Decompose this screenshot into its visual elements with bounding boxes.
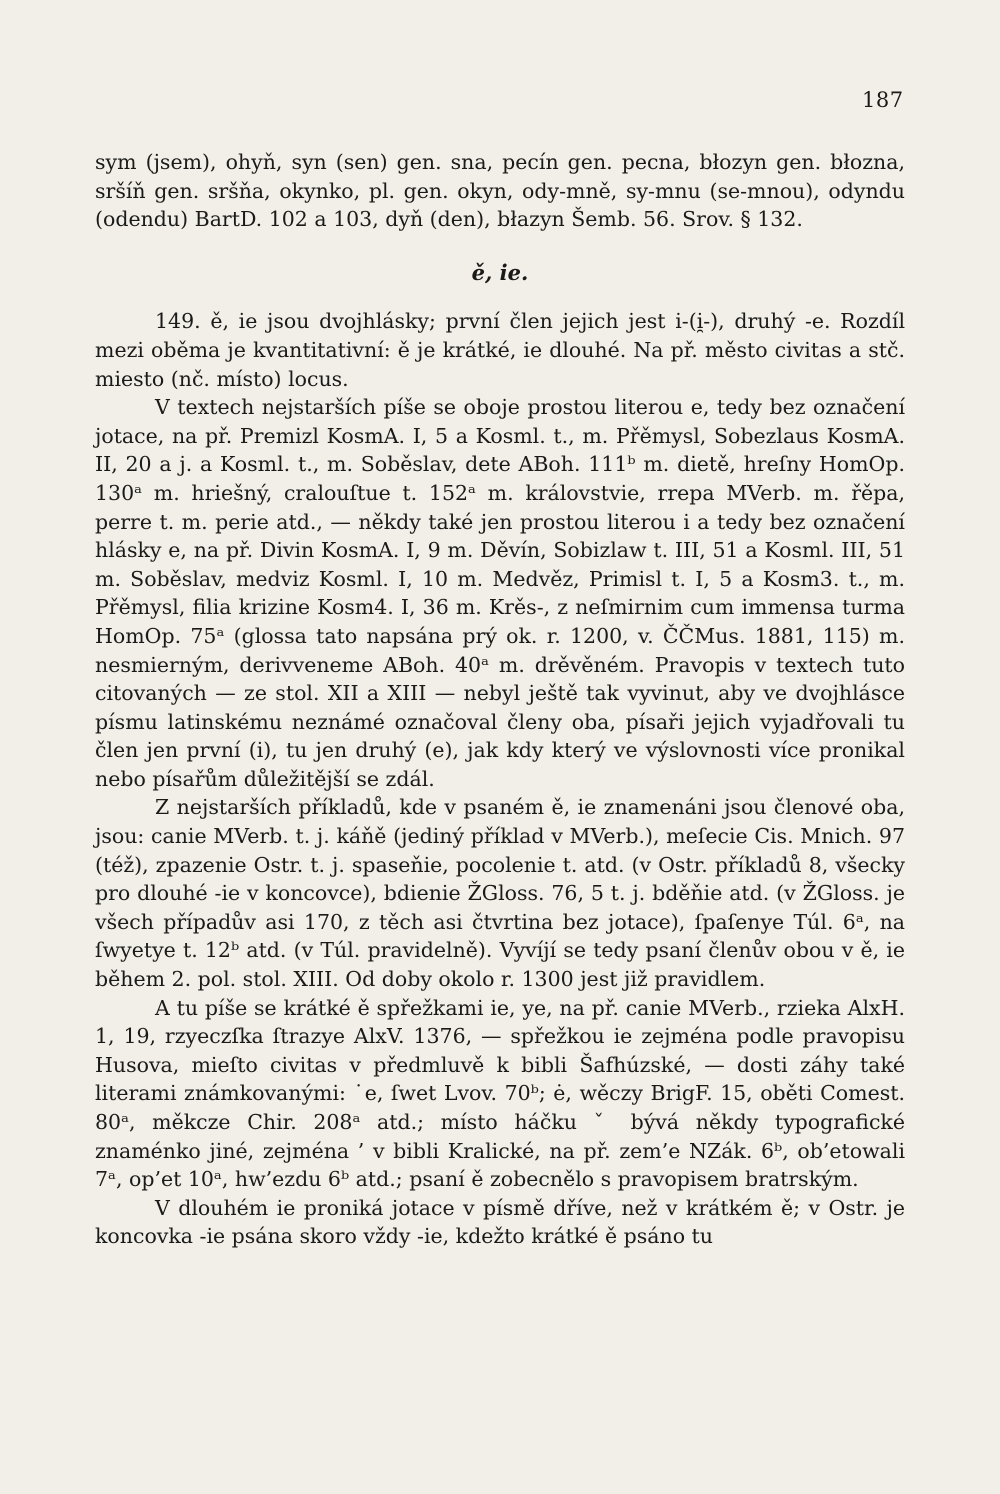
paragraph-5: A tu píše se krátké ě spřežkami ie, ye, na př. canie MVerb., rzieka AlxH. 1, 19, rzyeczſka ſtrazye AlxV. 1376, — spřežkou ie zejména podle pravopisu Husova, mieſto civitas v předmluvě k bibli Šafhúzské, — dosti záhy také literami známkovanými: ˙e, ſwet Lvov. 70ᵇ; ė, wěczy BrigF. 15, oběti Comest. 80ᵃ, měkcze Chir. 208ᵃ atd.; místo háčku ˇ bývá někdy typografické znaménko jiné, zejména ’ v bibli Kralické, na př. zem’e NZák. 6ᵇ, ob’etowali 7ᵃ, op’et 10ᵃ, hw’ezdu 6ᵇ atd.; psaní ě zobecnělo s pravopisem bratrským. [95, 995, 905, 1192]
paragraph-2: 149. ě, ie jsou dvojhlásky; první člen jejich jest i-(i̯-), druhý -e. Rozdíl mezi oběma je kvantitativní: ě je krátké, ie dlouhé. Na př. město civitas a stč. miesto (nč. místo) locus. [95, 309, 905, 391]
paragraph-6: V dlouhém ie proniká jotace v písmě dříve, než v krátkém ě; v Ostr. je koncovka -ie psána skoro vždy -ie, kdežto krátké ě psáno tu [95, 1195, 905, 1249]
body-text [95, 148, 905, 1251]
section-heading: ě, ie. [471, 259, 529, 285]
paragraph-4: Z nejstarších příkladů, kde v psaném ě, ie znamenáni jsou členové oba, jsou: canie MVerb. t. j. káňě (jediný příklad v MVerb.), meſecie Cis. Mnich. 97 (též), zpazenie Ostr. t. j. spaseňie, pocolenie t. atd. (v Ostr. příkladů 8, všecky pro dlouhé -ie v koncovce), bdienie ŽGloss. 76, 5 t. j. bděňie atd. (v ŽGloss. je všech případův asi 170, z těch asi čtvrtina bez jotace), ſpaſenye Túl. 6ᵃ, na ſwyetye t. 12ᵇ atd. (v Túl. pravidelně). Vyvíjí se tedy psaní členův obou v ě, ie během 2. pol. stol. XIII. Od doby okolo r. 1300 jest již pravidlem. [95, 795, 905, 992]
page-number: 187 [862, 88, 904, 112]
paragraph-3: V textech nejstarších píše se oboje prostou literou e, tedy bez označení jotace, na př. Premizl KosmA. I, 5 a Kosml. t., m. Přěmysl, Sobezlaus KosmA. II, 20 a j. a Kosml. t., m. Soběslav, dete ABoh. 111ᵇ m. dietě, hreſny HomOp. 130ᵃ m. hriešný, cralouſtue t. 152ᵃ m. královstvie, rrepa MVerb. m. řěpa, perre t. m. perie atd., — někdy také jen prostou literou i a tedy bez označení hlásky e, na př. Divin KosmA. I, 9 m. Děvín, Sobizlaw t. III, 51 a Kosml. III, 51 m. Soběslav, medviz Kosml. I, 10 m. Medvěz, Primisl t. I, 5 a Kosm3. t., m. Přěmysl, filia krizine Kosm4. I, 36 m. Krěs-, z neſmirnim cum immensa turma HomOp. 75ᵃ (glossa tato napsána prý ok. r. 1200, v. ČČMus. 1881, 115) m. nesmierným, derivveneme ABoh. 40ᵃ m. drěvěném. Pravopis v textech tuto citovaných — ze stol. XII a XIII — nebyl ještě tak vyvinut, aby ve dvojhlásce písmu latinskému neznámé označoval členy oba, písaři jejich vyjadřovali tu člen jen první (i), tu jen druhý (e), jak kdy který ve výslovnosti více pronikal nebo písařům důležitější se zdál. [95, 395, 905, 791]
paragraph-1: sym (jsem), ohyň, syn (sen) gen. sna, pecín gen. pecna, błozyn gen. błozna, sršíň gen. sršňa, okynko, pl. gen. okyn, ody-mně, sy-mnu (se-mnou), odyndu (odendu) BartD. 102 a 103, dyň (den), błazyn Šemb. 56. Srov. § 132. [95, 150, 905, 232]
